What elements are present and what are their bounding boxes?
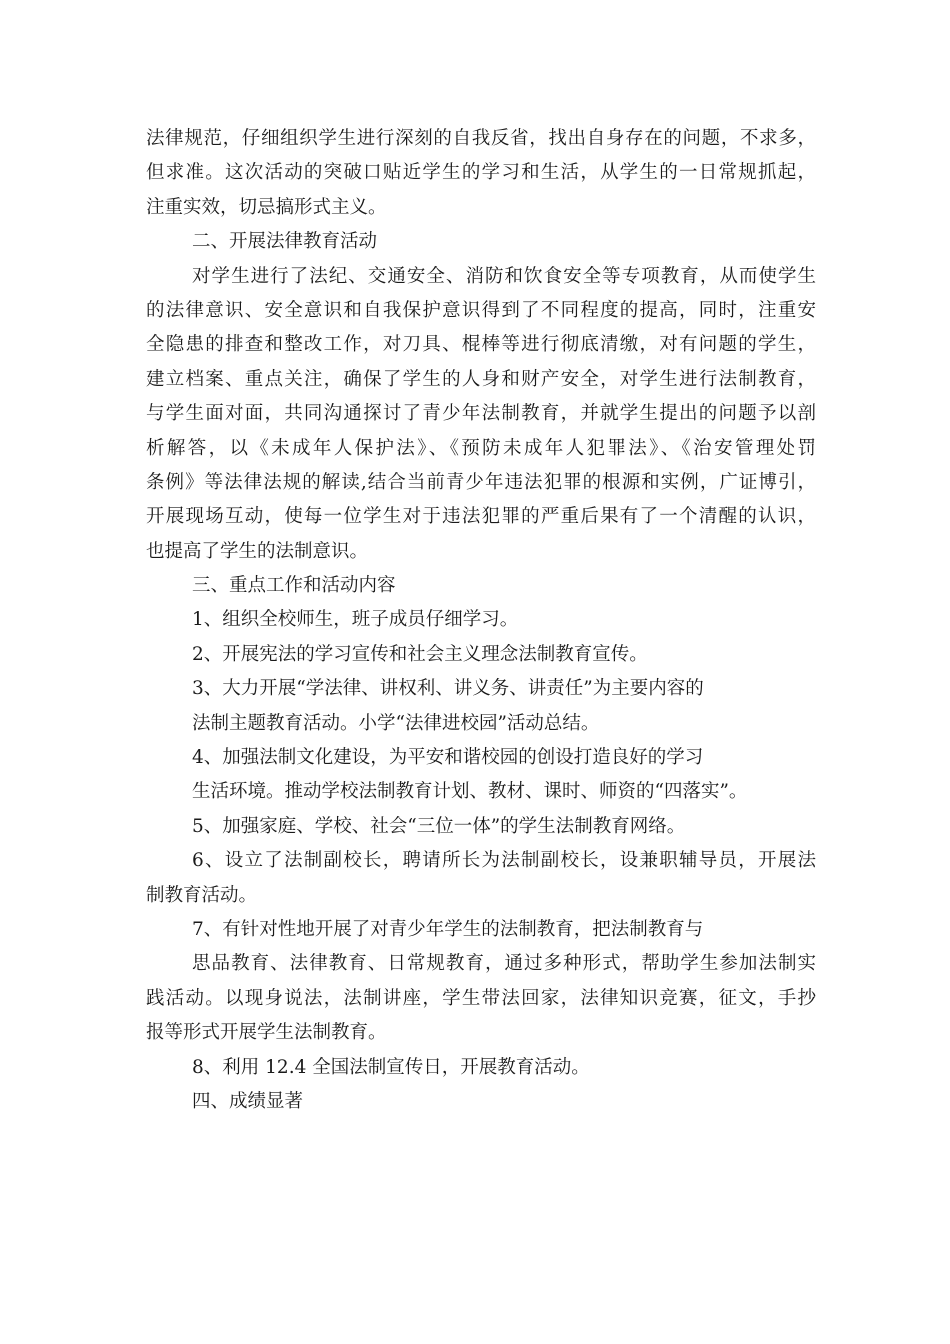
- text-line: 注重实效，切忌搞形式主义。: [146, 196, 387, 218]
- text-line: 4、加强法制文化建设，为平安和谐校园的创设打造良好的学习: [192, 747, 704, 769]
- text-line: 2、开展宪法的学习宣传和社会主义理念法制教育宣传。: [192, 643, 648, 665]
- text-line: 的法律意识、安全意识和自我保护意识得到了不同程度的提高，同时，注重安: [146, 299, 816, 321]
- text-line: 8、利用 12.4 全国法制宣传日，开展教育活动。: [192, 1056, 590, 1078]
- text-line: 法制主题教育活动。小学“法律进校园”活动总结。: [192, 712, 600, 734]
- text-line: 3、大力开展“学法律、讲权利、讲义务、讲责任”为主要内容的: [192, 678, 704, 700]
- text-line: 制教育活动。: [146, 884, 258, 906]
- text-line: 三、重点工作和活动内容: [192, 575, 396, 597]
- text-line: 对学生进行了法纪、交通安全、消防和饮食安全等专项教育，从而使学生: [192, 265, 816, 287]
- text-line: 7、有针对性地开展了对青少年学生的法制教育，把法制教育与: [192, 918, 704, 940]
- text-line: 四、成绩显著: [192, 1090, 304, 1112]
- text-line: 6、设立了法制副校长，聘请所长为法制副校长，设兼职辅导员，开展法: [192, 850, 816, 872]
- text-line: 与学生面对面，共同沟通探讨了青少年法制教育，并就学生提出的问题予以剖: [146, 403, 816, 425]
- text-line: 也提高了学生的法制意识。: [146, 540, 369, 562]
- text-line: 开展现场互动，使每一位学生对于违法犯罪的严重后果有了一个清醒的认识，: [146, 506, 816, 528]
- text-line: 1、组织全校师生，班子成员仔细学习。: [192, 609, 519, 631]
- text-line: 生活环境。推动学校法制教育计划、教材、课时、师资的“四落实”。: [192, 781, 748, 803]
- text-line: 析解答，以《未成年人保护法》、《预防未成年人犯罪法》、《治安管理处罚: [146, 437, 816, 459]
- text-line: 建立档案、重点关注，确保了学生的人身和财产安全，对学生进行法制教育，: [146, 368, 816, 390]
- text-line: 报等形式开展学生法制教育。: [146, 1022, 387, 1044]
- text-line: 全隐患的排查和整改工作，对刀具、棍棒等进行彻底清缴，对有问题的学生，: [146, 334, 816, 356]
- document-body: [146, 122, 816, 1119]
- text-line: 条例》等法律法规的解读,结合当前青少年违法犯罪的根源和实例，广证博引，: [146, 471, 816, 493]
- text-line: 法律规范，仔细组织学生进行深刻的自我反省，找出自身存在的问题，不求多，: [146, 128, 816, 149]
- text-line: 但求准。这次活动的突破口贴近学生的学习和生活，从学生的一日常规抓起，: [146, 162, 816, 184]
- text-line: 践活动。以现身说法，法制讲座，学生带法回家，法律知识竞赛，征文，手抄: [146, 987, 816, 1009]
- text-line: 二、开展法律教育活动: [192, 231, 378, 253]
- text-line: 5、加强家庭、学校、社会“三位一体”的学生法制教育网络。: [192, 815, 686, 837]
- text-line: 思品教育、法律教育、日常规教育，通过多种形式，帮助学生参加法制实: [192, 953, 816, 975]
